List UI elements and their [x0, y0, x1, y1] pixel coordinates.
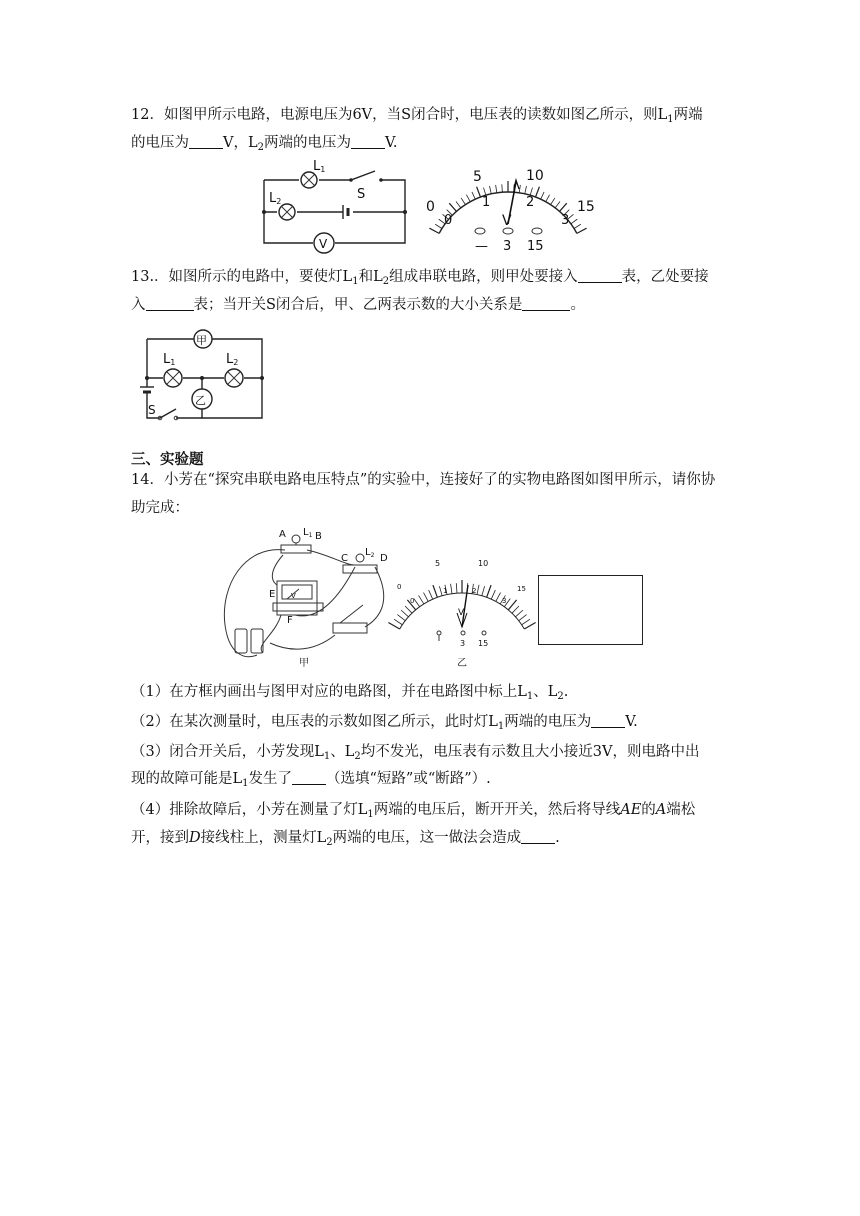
answer-blank[interactable] — [189, 134, 223, 149]
tick-label: 5 — [473, 169, 482, 185]
q13-line-2: 入 表；当开关S闭合后，甲、乙两表示数的大小关系是 。 — [131, 297, 585, 313]
switch-label: S — [357, 187, 366, 202]
q12-line-2: 的电压为 V，$L_2$两端的电压为 V. — [131, 135, 398, 153]
dial-tick — [491, 590, 495, 599]
answer-blank[interactable] — [591, 713, 625, 728]
q13-line-1: 13.．如图所示的电路中，要使灯$L_1$和$L_2$组成串联电路，则甲处要接入 表，乙处要接 — [131, 269, 709, 287]
tick-label: 0 — [410, 597, 415, 605]
tick-label: 2 — [472, 587, 477, 595]
dial-tick — [414, 599, 420, 607]
answer-blank[interactable] — [578, 268, 622, 283]
dial-tick — [394, 619, 402, 625]
tick-label: 3 — [502, 597, 507, 605]
switch-label: S — [148, 403, 156, 417]
dial-tick — [429, 228, 439, 233]
terminal-c-label: C — [341, 553, 348, 564]
dial-tick — [496, 185, 497, 193]
dial-tick — [482, 586, 485, 596]
meter-label: V — [291, 592, 296, 600]
unit-label: V — [502, 213, 512, 229]
l2-label: $L_2$ — [365, 547, 375, 559]
q14-voltmeter-dial — [395, 555, 530, 670]
terminal-f-label: F — [287, 615, 293, 626]
tick-label: 1 — [482, 195, 491, 210]
l1-label: $L_1$ — [303, 527, 313, 539]
terminal-label: 3 — [503, 239, 512, 254]
dial-tick — [546, 195, 550, 202]
dial-tick — [435, 224, 442, 228]
tick-label: 1 — [443, 587, 448, 595]
dial-tick — [536, 187, 540, 197]
dial-tick — [551, 198, 555, 205]
answer-blank[interactable] — [522, 296, 570, 311]
q14-part-1: （1）在方框内画出与图甲对应的电路图，并在电路图中标上$L_1$、$L_2$. — [131, 684, 569, 702]
unit-label: V — [458, 608, 465, 618]
dial-tick — [419, 595, 424, 603]
dial-tick — [522, 619, 530, 625]
q14-part-3-line-2: 现的故障可能是$L_1$发生了 （选填“短路”或“断路”）. — [131, 771, 491, 789]
tick-label: 15 — [517, 585, 526, 593]
jia-label: 甲 — [196, 334, 207, 347]
l1-label: L1 — [313, 159, 326, 174]
terminal-b-label: B — [315, 531, 322, 542]
circuit-drawing-box[interactable] — [538, 575, 643, 645]
dial-tick — [555, 201, 560, 207]
q12-circuit-diagram — [255, 160, 415, 250]
dial-tick — [466, 195, 470, 202]
terminal-label: 15 — [478, 639, 489, 648]
dial-tick — [496, 593, 501, 602]
l2-label: L2 — [226, 352, 239, 367]
yi-label: 乙 — [195, 394, 206, 407]
answer-blank[interactable] — [292, 770, 326, 785]
q14-part-4-line-2: 开，接到D接线柱上，测量灯$L_2$两端的电压，这一做法会造成 . — [131, 830, 560, 848]
dial-tick — [571, 219, 577, 224]
q14-line-1: 14．小芳在“探究串联电路电压特点”的实验中，连接好了的实物电路图如图甲所示，请你协 — [131, 472, 716, 488]
q12-voltmeter-dial — [420, 160, 600, 255]
q12-line-1: 12．如图甲所示电路，电源电压为6V，当S闭合时，电压表的读数如图乙所示，则$L_1$两端 — [131, 107, 703, 125]
tick-label: 3 — [561, 213, 570, 228]
tick-label: 10 — [526, 168, 544, 184]
section-title: 三、实验题 — [131, 451, 204, 468]
dial-tick — [502, 184, 503, 192]
q14-part-3-line-1: （3）闭合开关后，小芳发现$L_1$、$L_2$均不发光，电压表有示数且大小接近3V，则电路中出 — [131, 744, 700, 762]
tick-label: 0 — [397, 583, 402, 591]
l1-label: L1 — [163, 352, 176, 367]
figure-caption: 乙 — [457, 658, 467, 669]
dial-tick — [487, 585, 491, 597]
dial-tick — [541, 192, 544, 199]
figure-caption: 甲 — [299, 658, 309, 669]
needle — [462, 585, 468, 627]
q13-circuit-diagram — [130, 325, 270, 425]
q14-line-2: 助完成： — [131, 500, 189, 516]
dial-tick — [477, 187, 481, 197]
dial-tick — [524, 623, 535, 630]
dial-tick — [512, 606, 519, 613]
tick-label: 0 — [426, 199, 435, 215]
dial-tick — [519, 615, 527, 621]
dial-tick — [439, 586, 442, 596]
answer-blank[interactable] — [146, 296, 194, 311]
dial-tick — [456, 583, 457, 593]
dial-tick — [516, 610, 523, 617]
dial-tick — [477, 585, 479, 595]
dial-tick — [472, 192, 475, 199]
tick-label: 0 — [444, 213, 453, 228]
dial-tick — [397, 615, 405, 621]
dial-tick — [405, 606, 412, 613]
q14-physical-circuit — [215, 525, 395, 670]
dial-tick — [429, 590, 433, 599]
dial-tick — [424, 593, 429, 602]
dial-tick — [433, 585, 437, 597]
terminal-label: 3 — [460, 639, 466, 648]
dial-tick — [560, 203, 567, 211]
dial-tick — [456, 201, 461, 207]
voltmeter-label: V — [319, 237, 328, 251]
tick-label: 10 — [478, 559, 489, 568]
answer-blank[interactable] — [351, 134, 385, 149]
terminal-label: 15 — [527, 239, 544, 254]
tick-label: 15 — [577, 199, 595, 215]
tick-label: 2 — [526, 195, 535, 210]
dial-tick — [508, 600, 516, 610]
dial-tick — [449, 203, 456, 211]
dial-tick — [401, 610, 408, 617]
dial-tick — [451, 584, 452, 594]
terminal-a-label: A — [279, 529, 286, 540]
q14-part-2: （2）在某次测量时，电压表的示数如图乙所示，此时灯$L_1$两端的电压为 V. — [131, 714, 638, 732]
tick-label: 5 — [435, 559, 441, 568]
l2-label: L2 — [269, 191, 282, 206]
q14-part-4-line-1: （4）排除故障后，小芳在测量了灯$L_1$两端的电压后，断开开关，然后将导线AE的A端松 — [131, 802, 696, 820]
dial-tick — [525, 186, 527, 194]
dial-tick — [577, 228, 587, 233]
terminal-e-label: E — [269, 589, 276, 600]
dial-tick — [574, 224, 581, 228]
terminal-d-label: D — [380, 553, 388, 564]
answer-blank[interactable] — [521, 829, 555, 844]
dial-tick — [490, 186, 492, 194]
terminal-label: — — [475, 239, 488, 254]
dial-tick — [461, 198, 465, 205]
